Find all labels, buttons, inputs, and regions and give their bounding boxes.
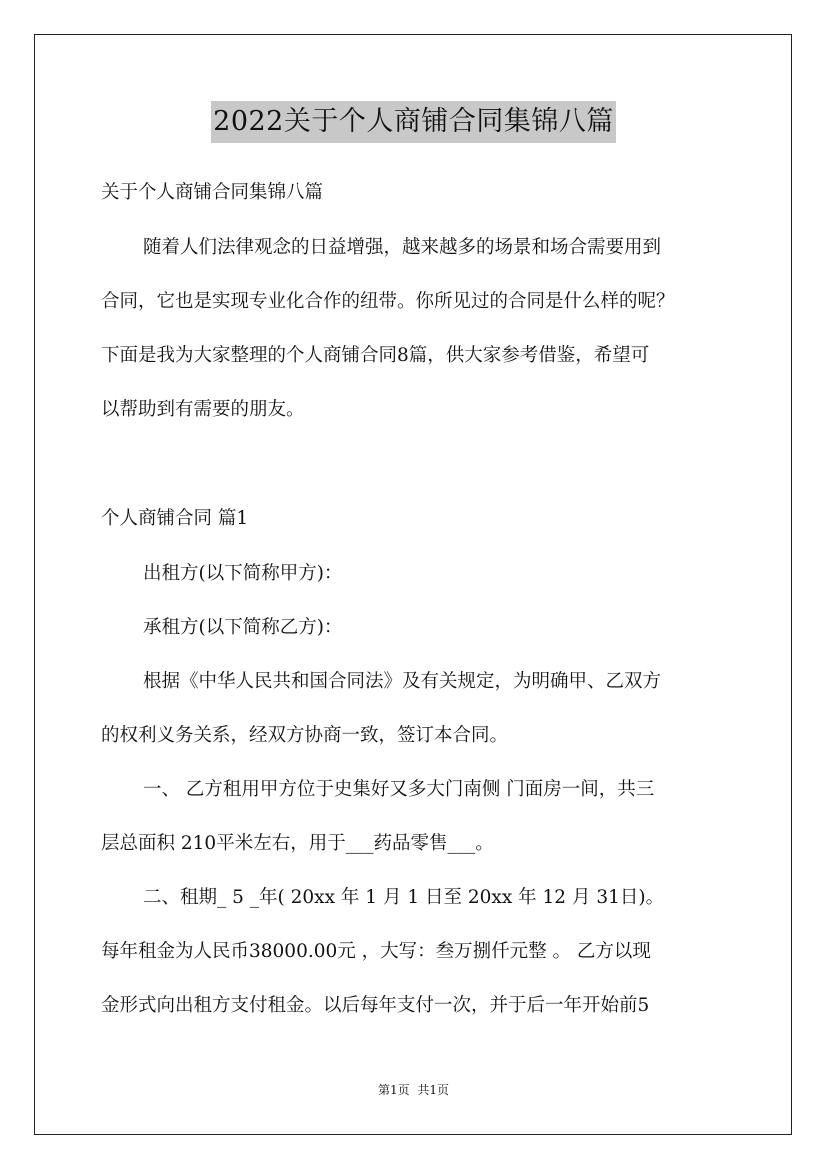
clause-line: 二、租期_ 5 _年( 20xx 年 1 月 1 日至 20xx 年 12 月 31日)。 (143, 887, 665, 908)
clause-line: 金形式向出租方支付租金。以后每年支付一次，并于后一年开始前5 (101, 995, 650, 1016)
clause-line: 每年租金为人民币38000.00元 ，大写：叁万捌仟元整 。 乙方以现 (101, 941, 651, 962)
page-footer (0, 1082, 827, 1098)
paragraph-line: 合同，它也是实现专业化合作的纽带。你所见过的合同是什么样的呢？ (101, 291, 675, 312)
paragraph-line: 的权利义务关系，经双方协商一致，签订本合同。 (101, 725, 509, 746)
document-title: 2022关于个人商铺合同集锦八篇 (211, 101, 616, 143)
paragraph-line: 根据《中华人民共和国合同法》及有关规定，为明确甲、乙双方 (143, 671, 662, 692)
page-total: 共1页 (417, 1083, 450, 1097)
title-container (0, 101, 827, 143)
lessee-line: 承租方(以下简称乙方)： (143, 617, 343, 638)
page-number: 第1页 (377, 1083, 410, 1097)
subtitle-line: 关于个人商铺合同集锦八篇 (101, 182, 324, 203)
clause-line: 层总面积 210平米左右，用于___药品零售___。 (101, 833, 494, 854)
lessor-line: 出租方(以下简称甲方)： (143, 563, 343, 584)
clause-line: 一、 乙方租用甲方位于史集好又多大门南侧 门面房一间，共三 (143, 779, 655, 800)
paragraph-line: 以帮助到有需要的朋友。 (101, 399, 305, 420)
paragraph-line: 随着人们法律观念的日益增强，越来越多的场景和场合需要用到 (143, 237, 662, 258)
paragraph-line: 下面是我为大家整理的个人商铺合同8篇，供大家参考借鉴，希望可 (101, 345, 650, 366)
section-heading: 个人商铺合同 篇1 (101, 508, 249, 529)
